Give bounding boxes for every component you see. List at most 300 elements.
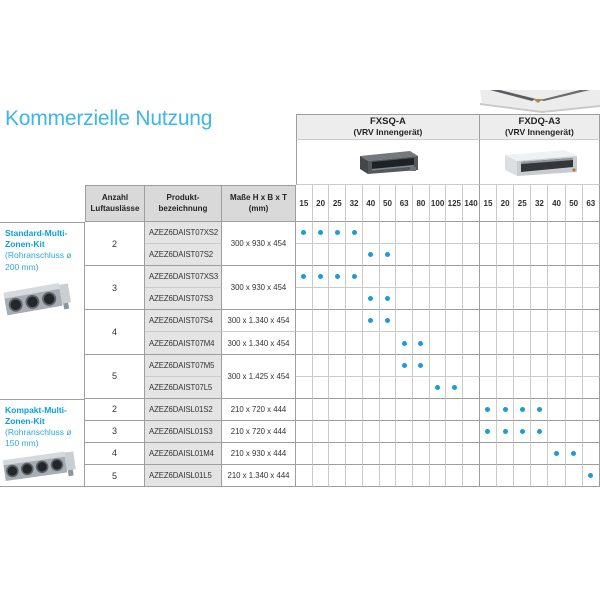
cropped-unit-photo — [480, 90, 600, 114]
compatibility-cell — [329, 288, 346, 310]
compatibility-cell — [583, 244, 600, 266]
compatibility-cell — [430, 266, 447, 288]
compatibility-cell — [514, 443, 531, 465]
compatibility-cell — [566, 222, 583, 244]
size-header-fxdq-a3-15: 15 — [480, 185, 497, 222]
column-header-line: bezeichnung — [158, 203, 208, 213]
compatibility-cell — [346, 310, 363, 332]
compatibility-cell — [296, 244, 313, 266]
size-header-fxsq-a-140: 140 — [463, 185, 480, 222]
unit-group-name: FXDQ-A3 — [518, 115, 561, 127]
product-code-cell: AZEZ6DAIST07M5 — [145, 355, 222, 377]
compatibility-cell — [346, 222, 363, 244]
compatibility-dot — [520, 407, 525, 412]
compatibility-cell — [480, 465, 497, 487]
compatibility-cell — [396, 266, 413, 288]
compatibility-cell — [329, 310, 346, 332]
compatibility-cell — [346, 288, 363, 310]
unit-group-name: FXSQ-A — [370, 115, 406, 127]
column-header-anzahl — [85, 185, 145, 222]
compatibility-cell — [430, 377, 447, 399]
compatibility-cell — [313, 332, 330, 354]
compatibility-dot — [418, 341, 423, 346]
column-header-line: Maße H x B x T — [230, 193, 287, 203]
column-header-produkt — [145, 185, 222, 222]
compatibility-dot — [418, 363, 423, 368]
column-header-line: Luftauslässe — [90, 203, 140, 213]
size-header-fxsq-a-40: 40 — [363, 185, 380, 222]
compatibility-cell — [346, 443, 363, 465]
compatibility-cell — [514, 310, 531, 332]
compatibility-cell — [583, 421, 600, 443]
compatibility-cell — [531, 332, 548, 354]
dimensions-cell: 210 x 1.340 x 444 — [222, 465, 296, 487]
compatibility-cell — [296, 421, 313, 443]
compatibility-cell — [396, 465, 413, 487]
compatibility-cell — [514, 288, 531, 310]
compatibility-cell — [463, 443, 480, 465]
compatibility-dot — [368, 296, 373, 301]
outlet-count-cell: 2 — [85, 399, 145, 421]
compatibility-cell — [329, 421, 346, 443]
compatibility-cell — [329, 399, 346, 421]
kit-group-connection: (Rohranschluss ø 200 mm) — [5, 250, 72, 272]
compatibility-cell — [480, 288, 497, 310]
unit-group-header-fxsq-a — [296, 114, 480, 140]
compatibility-cell — [497, 288, 514, 310]
compatibility-cell — [514, 377, 531, 399]
size-header-fxdq-a3-32: 32 — [531, 185, 548, 222]
compatibility-cell — [480, 244, 497, 266]
compatibility-cell — [329, 266, 346, 288]
compatibility-cell — [430, 244, 447, 266]
compatibility-cell — [548, 377, 565, 399]
dimensions-cell: 210 x 720 x 444 — [222, 421, 296, 443]
compatibility-cell — [446, 465, 463, 487]
product-code-cell: AZEZ6DAIST07S4 — [145, 310, 222, 332]
compatibility-dot — [385, 318, 390, 323]
dimensions-cell: 300 x 1.340 x 454 — [222, 310, 296, 332]
compatibility-cell — [313, 355, 330, 377]
compatibility-cell — [413, 288, 430, 310]
compatibility-dot — [485, 429, 490, 434]
compatibility-cell — [329, 377, 346, 399]
compatibility-cell — [430, 310, 447, 332]
compatibility-cell — [296, 288, 313, 310]
compatibility-cell — [480, 377, 497, 399]
compatibility-cell — [413, 465, 430, 487]
compatibility-cell — [514, 399, 531, 421]
compatibility-cell — [566, 355, 583, 377]
compatibility-cell — [548, 288, 565, 310]
dimensions-cell: 300 x 1.425 x 454 — [222, 355, 296, 399]
compatibility-cell — [430, 332, 447, 354]
compatibility-cell — [329, 465, 346, 487]
compatibility-cell — [413, 332, 430, 354]
compatibility-cell — [430, 465, 447, 487]
compatibility-cell — [380, 266, 397, 288]
product-code-cell: AZEZ6DAISL01L5 — [145, 465, 222, 487]
compatibility-dot — [335, 274, 340, 279]
compatibility-cell — [430, 421, 447, 443]
compatibility-cell — [363, 399, 380, 421]
cropped-unit-photo-graphic — [480, 90, 600, 114]
compatibility-dot — [503, 407, 508, 412]
dimensions-cell: 300 x 930 x 454 — [222, 266, 296, 310]
compatibility-cell — [380, 332, 397, 354]
standard-kit-photo — [2, 277, 72, 319]
compatibility-cell — [329, 443, 346, 465]
compatibility-dot — [402, 341, 407, 346]
compatibility-cell — [497, 421, 514, 443]
compatibility-cell — [346, 244, 363, 266]
compatibility-cell — [296, 355, 313, 377]
compatibility-cell — [363, 266, 380, 288]
product-code-cell: AZEZ6DAIST07M4 — [145, 332, 222, 354]
compatibility-cell — [566, 443, 583, 465]
compatibility-cell — [583, 377, 600, 399]
compatibility-cell — [430, 443, 447, 465]
compatibility-cell — [329, 355, 346, 377]
compatibility-dot — [301, 230, 306, 235]
kit-group-connection: (Rohranschluss ø 150 mm) — [5, 427, 72, 449]
compatibility-cell — [413, 355, 430, 377]
compatibility-cell — [296, 266, 313, 288]
outlet-count-cell: 4 — [85, 310, 145, 354]
compatibility-cell — [514, 222, 531, 244]
compatibility-dot — [537, 429, 542, 434]
compatibility-cell — [480, 310, 497, 332]
compatibility-cell — [480, 399, 497, 421]
compatibility-cell — [380, 288, 397, 310]
size-header-fxsq-a-80: 80 — [413, 185, 430, 222]
compatibility-cell — [313, 310, 330, 332]
compatibility-cell — [363, 244, 380, 266]
column-header-line: (mm) — [248, 203, 269, 213]
compatibility-dot — [318, 274, 323, 279]
compatibility-cell — [531, 399, 548, 421]
size-header-fxsq-a-20: 20 — [313, 185, 330, 222]
compatibility-dot — [385, 252, 390, 257]
compatibility-cell — [548, 222, 565, 244]
compatibility-cell — [413, 244, 430, 266]
compatibility-cell — [313, 443, 330, 465]
compatibility-cell — [413, 399, 430, 421]
compatibility-cell — [583, 222, 600, 244]
size-header-fxsq-a-15: 15 — [296, 185, 313, 222]
compatibility-cell — [583, 288, 600, 310]
compatibility-dot — [385, 296, 390, 301]
compatibility-cell — [313, 421, 330, 443]
compatibility-cell — [497, 399, 514, 421]
compatibility-cell — [566, 332, 583, 354]
compatibility-cell — [396, 244, 413, 266]
compatibility-cell — [531, 421, 548, 443]
compatibility-cell — [446, 443, 463, 465]
compatibility-cell — [548, 465, 565, 487]
compatibility-cell — [566, 377, 583, 399]
compatibility-cell — [346, 421, 363, 443]
compatibility-cell — [346, 465, 363, 487]
compatibility-cell — [430, 399, 447, 421]
compatibility-cell — [396, 443, 413, 465]
compatibility-cell — [380, 355, 397, 377]
compatibility-cell — [566, 310, 583, 332]
compatibility-cell — [548, 332, 565, 354]
compatibility-cell — [446, 288, 463, 310]
compatibility-cell — [514, 421, 531, 443]
compatibility-cell — [531, 266, 548, 288]
compatibility-cell — [446, 310, 463, 332]
outlet-count-cell: 5 — [85, 355, 145, 399]
compatibility-cell — [566, 421, 583, 443]
compatibility-cell — [463, 355, 480, 377]
kit-group-name: Kompakt-Multi-Zonen-Kit — [5, 404, 67, 426]
compatibility-cell — [531, 355, 548, 377]
compatibility-dot — [318, 230, 323, 235]
compatibility-cell — [413, 377, 430, 399]
compatibility-cell — [480, 355, 497, 377]
compatibility-cell — [480, 222, 497, 244]
compatibility-cell — [446, 266, 463, 288]
size-header-fxdq-a3-40: 40 — [548, 185, 565, 222]
compatibility-cell — [396, 310, 413, 332]
compatibility-cell — [446, 222, 463, 244]
compatibility-cell — [363, 443, 380, 465]
compatibility-cell — [430, 355, 447, 377]
compatibility-cell — [396, 377, 413, 399]
compatibility-cell — [296, 399, 313, 421]
size-header-fxsq-a-125: 125 — [446, 185, 463, 222]
compatibility-cell — [463, 421, 480, 443]
product-code-cell: AZEZ6DAIST07XS2 — [145, 222, 222, 244]
dimensions-cell: 210 x 930 x 444 — [222, 443, 296, 465]
compatibility-cell — [446, 244, 463, 266]
compatibility-cell — [497, 244, 514, 266]
compatibility-cell — [566, 399, 583, 421]
compatibility-cell — [313, 244, 330, 266]
product-code-cell: AZEZ6DAISL01M4 — [145, 443, 222, 465]
compatibility-cell — [446, 332, 463, 354]
product-code-cell: AZEZ6DAISL01S3 — [145, 421, 222, 443]
column-header-line: Produkt- — [166, 193, 200, 203]
compatibility-cell — [497, 355, 514, 377]
fxdq-unit-photo — [499, 147, 579, 177]
compatibility-cell — [380, 443, 397, 465]
compatibility-cell — [363, 288, 380, 310]
compatibility-dot — [520, 429, 525, 434]
compatibility-dot — [435, 385, 440, 390]
compatibility-dot — [503, 429, 508, 434]
compatibility-cell — [363, 377, 380, 399]
compatibility-cell — [363, 310, 380, 332]
compatibility-cell — [497, 310, 514, 332]
unit-group-subtitle: (VRV Innengerät) — [353, 126, 423, 137]
compatibility-cell — [548, 355, 565, 377]
compatibility-cell — [329, 244, 346, 266]
compatibility-cell — [463, 244, 480, 266]
compatibility-table — [0, 114, 600, 488]
compatibility-cell — [514, 465, 531, 487]
unit-group-subtitle: (VRV Innengerät) — [505, 126, 574, 137]
compatibility-cell — [313, 266, 330, 288]
compatibility-cell — [346, 266, 363, 288]
compatibility-cell — [566, 244, 583, 266]
fxsq-unit-photo — [355, 147, 421, 177]
compatibility-cell — [446, 421, 463, 443]
compatibility-dot — [352, 230, 357, 235]
outlet-count-cell: 4 — [85, 443, 145, 465]
compatibility-cell — [566, 266, 583, 288]
compatibility-cell — [296, 310, 313, 332]
compatibility-cell — [396, 355, 413, 377]
compatibility-cell — [463, 377, 480, 399]
compatibility-cell — [413, 266, 430, 288]
compatibility-cell — [346, 377, 363, 399]
compatibility-dot — [368, 252, 373, 257]
compatibility-dot — [571, 451, 576, 456]
compatibility-cell — [329, 222, 346, 244]
compatibility-cell — [380, 244, 397, 266]
compatibility-cell — [480, 421, 497, 443]
compatibility-cell — [430, 288, 447, 310]
column-header-masse — [222, 185, 296, 222]
compatibility-cell — [363, 421, 380, 443]
compatibility-cell — [514, 332, 531, 354]
compatibility-cell — [413, 443, 430, 465]
compatibility-cell — [583, 332, 600, 354]
compatibility-cell — [548, 244, 565, 266]
product-code-cell: AZEZ6DAIST07S3 — [145, 288, 222, 310]
compatibility-cell — [480, 266, 497, 288]
compatibility-cell — [346, 399, 363, 421]
compatibility-cell — [480, 443, 497, 465]
compatibility-cell — [396, 332, 413, 354]
page-title: Kommerzielle Nutzung — [5, 107, 213, 130]
outlet-count-cell: 2 — [85, 222, 145, 266]
compatibility-cell — [396, 288, 413, 310]
outlet-count-cell: 5 — [85, 465, 145, 487]
compatibility-cell — [380, 377, 397, 399]
size-header-fxsq-a-63: 63 — [396, 185, 413, 222]
compatibility-cell — [531, 465, 548, 487]
compatibility-cell — [583, 465, 600, 487]
compatibility-cell — [497, 266, 514, 288]
compatibility-cell — [566, 465, 583, 487]
compatibility-cell — [463, 222, 480, 244]
compatibility-dot — [452, 385, 457, 390]
size-header-fxdq-a3-25: 25 — [514, 185, 531, 222]
compatibility-cell — [514, 355, 531, 377]
compatibility-cell — [583, 443, 600, 465]
size-header-fxdq-a3-50: 50 — [566, 185, 583, 222]
unit-group-photo-cell — [296, 140, 480, 185]
unit-group-photo-cell — [480, 140, 600, 185]
compatibility-cell — [296, 222, 313, 244]
compatibility-dot — [402, 363, 407, 368]
column-header-line: Anzahl — [101, 193, 129, 203]
compatibility-cell — [363, 222, 380, 244]
compatibility-cell — [413, 421, 430, 443]
compatibility-cell — [396, 222, 413, 244]
compatibility-cell — [531, 443, 548, 465]
compatibility-cell — [463, 288, 480, 310]
compatibility-cell — [296, 332, 313, 354]
size-header-fxsq-a-25: 25 — [329, 185, 346, 222]
compatibility-cell — [296, 377, 313, 399]
kit-group-name: Standard-Multi-Zonen-Kit — [5, 228, 68, 250]
compatibility-cell — [514, 244, 531, 266]
outlet-count-cell: 3 — [85, 266, 145, 310]
compatibility-cell — [583, 355, 600, 377]
compatibility-cell — [566, 288, 583, 310]
product-code-cell: AZEZ6DAIST07L5 — [145, 377, 222, 399]
size-header-fxdq-a3-20: 20 — [497, 185, 514, 222]
outlet-count-cell: 3 — [85, 421, 145, 443]
compatibility-cell — [363, 355, 380, 377]
compatibility-cell — [497, 332, 514, 354]
compatibility-cell — [329, 332, 346, 354]
compatibility-cell — [531, 288, 548, 310]
kompakt-kit-photo — [2, 444, 80, 486]
compatibility-cell — [514, 266, 531, 288]
compatibility-cell — [313, 399, 330, 421]
compatibility-cell — [296, 465, 313, 487]
compatibility-dot — [301, 274, 306, 279]
compatibility-cell — [413, 310, 430, 332]
compatibility-cell — [583, 266, 600, 288]
compatibility-cell — [497, 377, 514, 399]
compatibility-cell — [583, 310, 600, 332]
kit-group-label — [0, 399, 85, 487]
compatibility-cell — [548, 266, 565, 288]
compatibility-dot — [554, 451, 559, 456]
product-code-cell: AZEZ6DAIST07XS3 — [145, 266, 222, 288]
compatibility-cell — [363, 332, 380, 354]
compatibility-dot — [588, 473, 593, 478]
compatibility-cell — [413, 222, 430, 244]
compatibility-dot — [485, 407, 490, 412]
compatibility-cell — [380, 310, 397, 332]
compatibility-cell — [531, 244, 548, 266]
unit-group-header-fxdq-a3 — [480, 114, 600, 140]
compatibility-cell — [497, 443, 514, 465]
compatibility-cell — [531, 222, 548, 244]
compatibility-cell — [380, 465, 397, 487]
compatibility-cell — [313, 377, 330, 399]
size-header-fxsq-a-50: 50 — [380, 185, 397, 222]
compatibility-cell — [531, 377, 548, 399]
dimensions-cell: 300 x 1.340 x 454 — [222, 332, 296, 354]
compatibility-dot — [335, 230, 340, 235]
compatibility-cell — [346, 355, 363, 377]
compatibility-cell — [531, 310, 548, 332]
product-code-cell: AZEZ6DAIST07S2 — [145, 244, 222, 266]
compatibility-cell — [446, 377, 463, 399]
compatibility-cell — [313, 222, 330, 244]
compatibility-cell — [463, 399, 480, 421]
compatibility-cell — [463, 266, 480, 288]
compatibility-cell — [548, 310, 565, 332]
compatibility-cell — [313, 288, 330, 310]
size-header-fxdq-a3-63: 63 — [583, 185, 600, 222]
compatibility-cell — [396, 399, 413, 421]
compatibility-cell — [396, 421, 413, 443]
compatibility-cell — [548, 443, 565, 465]
compatibility-cell — [583, 399, 600, 421]
compatibility-dot — [352, 274, 357, 279]
compatibility-cell — [380, 421, 397, 443]
